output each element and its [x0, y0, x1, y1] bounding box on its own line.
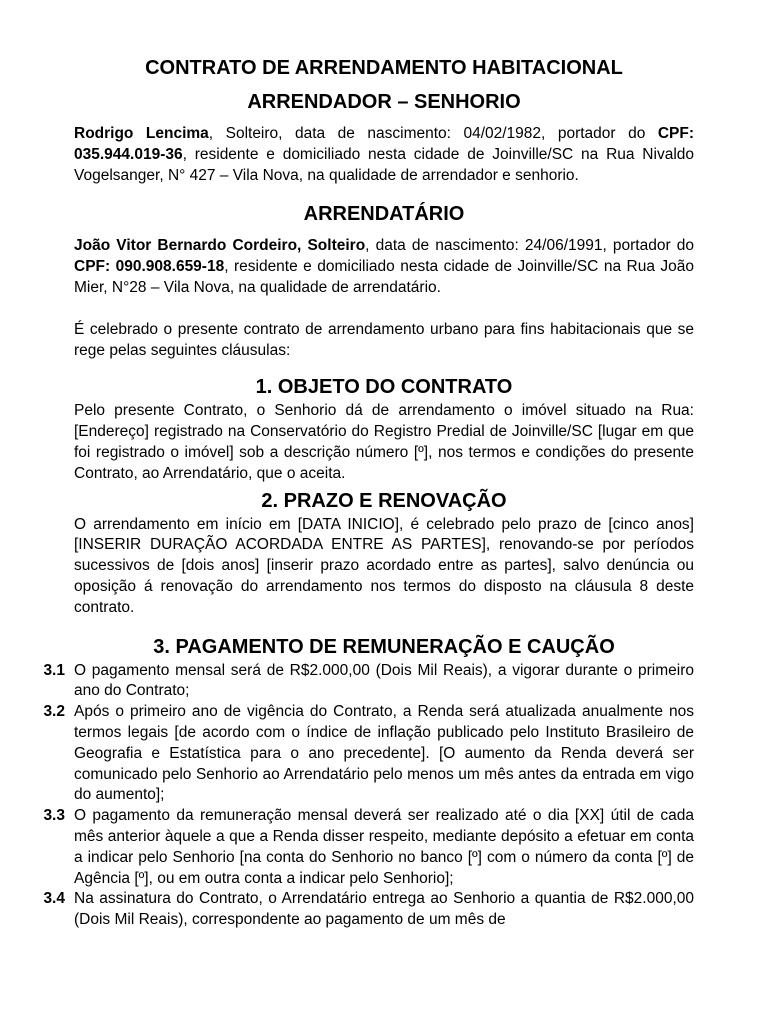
lessor-paragraph: [74, 124, 694, 186]
lessee-heading: ARRENDATÁRIO: [303, 203, 465, 226]
clause-2-heading: 2. PRAZO E RENOVAÇÃO: [261, 489, 507, 512]
lessee-cpf: CPF: 090.908.659-18: [74, 258, 225, 276]
list-item: [32, 702, 694, 806]
list-item: [32, 806, 694, 889]
lessee-text-2: , residente e domiciliado nesta cidade de Joinville/SC na Rua João Mier, N°28 – Vila Nova, na qualidade de arrendatário.: [74, 258, 694, 296]
list-item-number: 3.3: [43, 807, 65, 825]
list-item-number: 3.4: [43, 890, 65, 908]
lessor-text-1: , Solteiro, data de nascimento: 04/02/1982, portador do: [208, 125, 658, 142]
document-title: CONTRATO DE ARRENDAMENTO HABITACIONAL: [145, 57, 623, 79]
lessor-cpf: CPF: 035.944.019-36: [74, 125, 694, 163]
list-item-number: 3.2: [43, 703, 65, 721]
lessor-heading: ARRENDADOR – SENHORIO: [247, 91, 521, 113]
clause-3-heading: 3. PAGAMENTO DE REMUNERAÇÃO E CAUÇÃO: [153, 635, 615, 658]
list-item-text: Na assinatura do Contrato, o Arrendatário entrega ao Senhorio a quantia de R$2.000,00 (Dois Mil Reais), correspondente ao pagamento de um mês de: [74, 890, 694, 929]
clause-1-heading: 1. OBJETO DO CONTRATO: [255, 376, 513, 399]
list-item-text: O pagamento mensal será de R$2.000,00 (Dois Mil Reais), a vigorar durante o primeiro ano do Contrato;: [74, 661, 694, 700]
list-item: [32, 661, 694, 703]
lessor-text-2: , residente e domiciliado nesta cidade de Joinville/SC na Rua Nivaldo Vogelsanger, N° 427 – Vila Nova, na qualidade de arrendador e senhorio.: [74, 145, 694, 184]
clause-1-text: Pelo presente Contrato, o Senhorio dá de arrendamento o imóvel situado na Rua: [Endereço] registrado na Conservatório do Registro Predial de Joinville/SC [lugar em que foi registrado o imóvel] sob a descrição número [º], nos termos e condições do presente Contrato, ao Arrendatário, que o aceita.: [74, 402, 694, 482]
list-item-number: 3.1: [43, 661, 65, 679]
clause-2-text: O arrendamento em início em [DATA INICIO], é celebrado pelo prazo de [cinco anos] [INSERIR DURAÇÃO ACORDADA ENTRE AS PARTES], renovando-se por períodos sucessivos de [dois anos] [inserir prazo acordado entre as partes], salvo denúncia ou oposição á renovação do arrendamento nos termos do disposto na cláusula 8 deste contrato.: [74, 515, 694, 616]
lessor-name: Rodrigo Lencima: [74, 125, 209, 142]
list-item-text: Após o primeiro ano de vigência do Contrato, a Renda será atualizada anualmente nos termos legais [de acordo com o índice de inflação publicado pelo Instituto Brasileiro de Geografia e Estatística para o ano precedente]. [O aumento da Renda deverá ser comunicado pelo Senhorio ao Arrendatário pelo menos um mês antes da entrada em vigo do aumento];: [74, 703, 694, 804]
lessee-paragraph: [74, 236, 694, 298]
list-item-text: O pagamento da remuneração mensal deverá ser realizado até o dia [XX] útil de cada mês anterior àquele a que a Renda disser respeito, mediante depósito a efetuar em conta a indicar pelo Senhorio [na conta do Senhorio no banco [º] com o número da conta [º] de Agência [º], ou em outra conta a indicar pelo Senhorio];: [74, 807, 694, 887]
intro-paragraph: É celebrado o presente contrato de arrendamento urbano para fins habitacionais que se rege pelas seguintes cláusulas:: [74, 320, 694, 359]
lessee-name: João Vitor Bernardo Cordeiro, Solteiro: [74, 237, 366, 255]
document-page: [43, 54, 694, 931]
clause-3-list: [32, 661, 694, 931]
list-item: [32, 889, 694, 931]
lessee-text-1: , data de nascimento: 24/06/1991, portador do: [365, 237, 694, 255]
